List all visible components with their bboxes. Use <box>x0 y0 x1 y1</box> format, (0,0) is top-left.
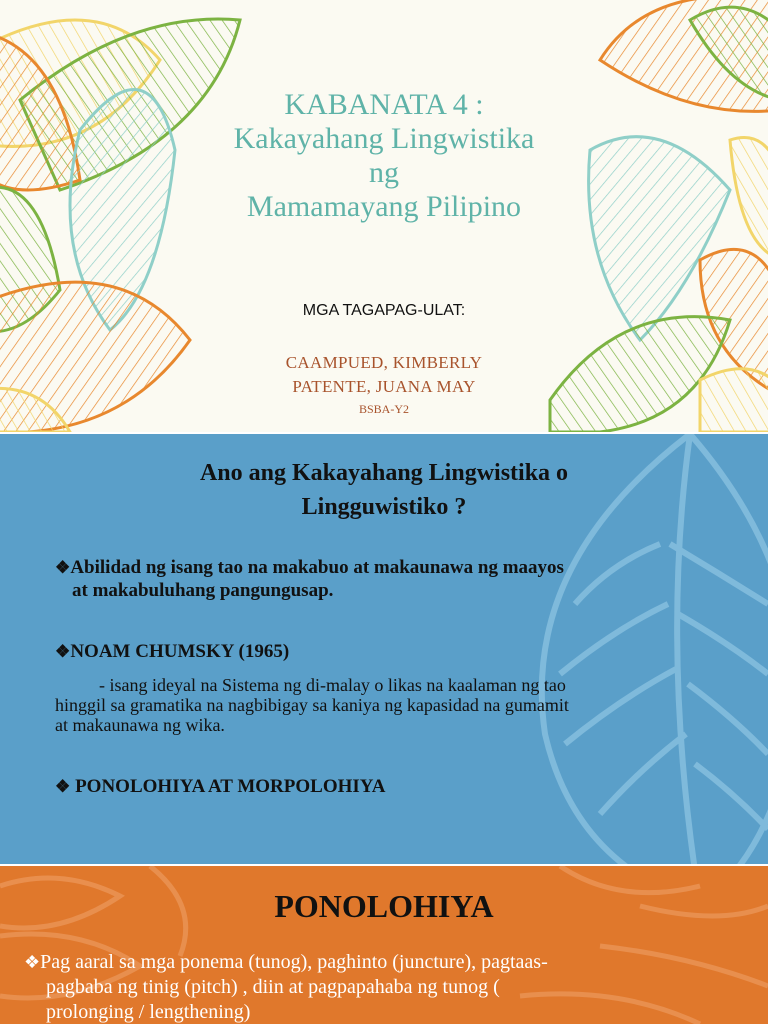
heading-line: Lingguwistiko ? <box>301 494 467 520</box>
diamond-bullet-icon: ❖ <box>55 777 71 796</box>
reporter-name: PATENTE, JUANA MAY <box>292 377 476 396</box>
heading-line: Ano ang Kakayahang Lingwistika o <box>199 460 569 486</box>
slide-title <box>0 88 768 224</box>
bullet-text: Pag aaral sa mga ponema (tunog), paghinto (juncture), pagtaas- <box>40 951 548 973</box>
diamond-bullet-icon: ❖ <box>55 558 71 577</box>
bullet-text: PONOLOHIYA AT MORPOLOHIYA <box>70 776 386 797</box>
bullet-item <box>24 950 744 1024</box>
bullet-text: prolonging / lengthening) <box>46 1001 251 1023</box>
bullet-text: at makabuluhang pangungusap. <box>72 580 334 601</box>
slide-heading: PONOLOHIYA <box>274 888 494 924</box>
slide-heading <box>0 456 768 524</box>
title-slide <box>0 0 768 432</box>
diamond-bullet-icon: ❖ <box>24 952 41 972</box>
bullet-item <box>55 556 755 602</box>
bullet-text: NOAM CHUMSKY (1965) <box>70 641 290 662</box>
bullet-item <box>55 640 289 663</box>
reporter-name: CAAMPUED, KIMBERLY <box>285 353 483 372</box>
ponolohiya-slide <box>0 866 768 1024</box>
reporters-label: MGA TAGAPAG-ULAT: <box>302 302 466 319</box>
diamond-bullet-icon: ❖ <box>55 642 71 661</box>
definition-slide <box>0 434 768 864</box>
title-line: Kakayahang Lingwistika <box>233 122 535 155</box>
course-label: BSBA-Y2 <box>358 402 409 416</box>
description-line: hinggil sa gramatika na nagbibigay sa kaniya ng kapasidad na gumamit <box>55 695 569 715</box>
title-line: KABANATA 4 : <box>284 88 484 121</box>
description-line: - isang ideyal na Sistema ng di-malay o likas na kaalaman ng tao <box>99 675 566 695</box>
bullet-text: Abilidad ng isang tao na makabuo at makaunawa ng maayos <box>70 557 564 578</box>
bullet-description <box>55 675 755 735</box>
bullet-text: pagbaba ng tinig (pitch) , diin at pagpapahaba ng tunog ( <box>46 976 500 998</box>
bullet-item <box>55 775 385 798</box>
title-line: Mamamayang Pilipino <box>246 190 522 223</box>
description-line: at makaunawa ng wika. <box>55 715 225 735</box>
title-line: ng <box>369 156 399 189</box>
